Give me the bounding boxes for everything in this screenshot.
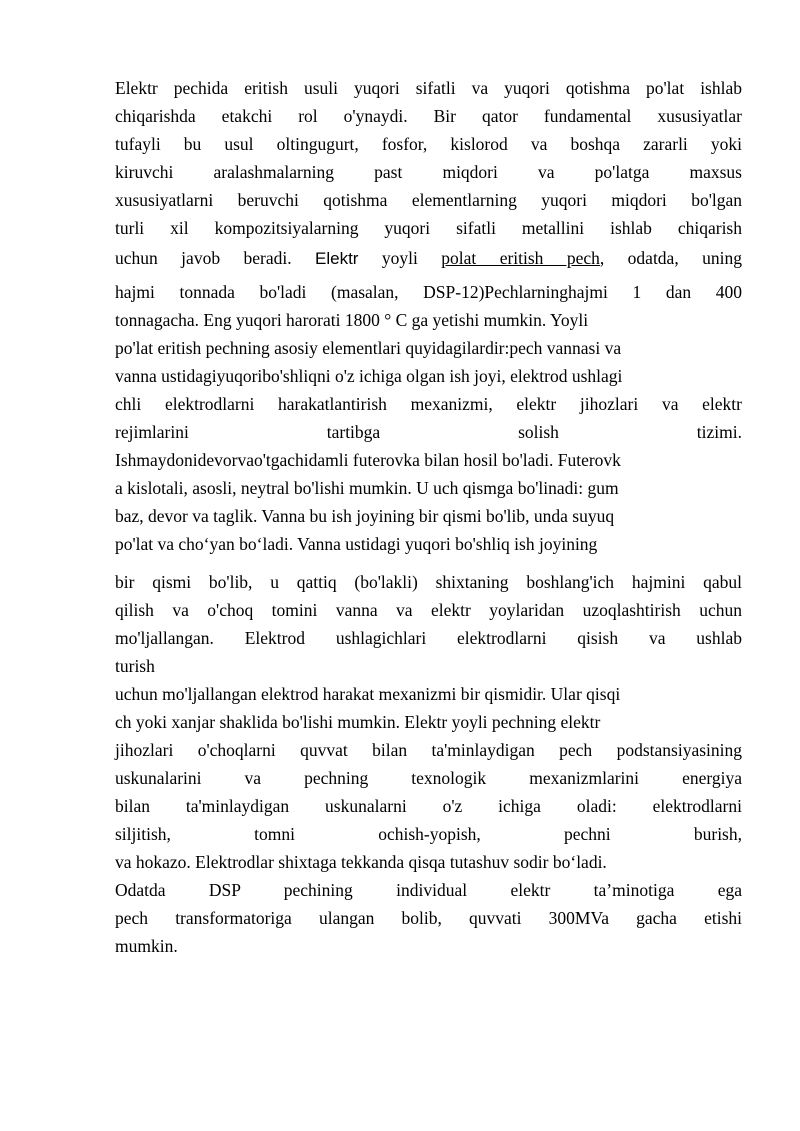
text-line-27: siljitish, tomni ochish-yopish, pechni burish, [115, 824, 742, 844]
text-line-16: baz, devor va taglik. Vanna bu ish joyining bir qismi bo'lib, unda suyuq [115, 506, 615, 526]
text-line-26: bilan ta'minlaydigan uskunalarni o'z ichiga oladi: elektrodlarni [115, 796, 742, 816]
text-line-20: mo'ljallangan. Elektrod ushlagichlari elektrodlarni qisish va ushlab [115, 628, 742, 648]
text-line-15: a kislotali, asosli, neytral bo'lishi mumkin. U uch qismga bo'linadi: gum [115, 478, 619, 498]
text-line-28: va hokazo. Elektrodlar shixtaga tekkanda qisqa tutashuv sodir bo‘ladi. [115, 852, 607, 872]
text-line-7 [115, 247, 742, 269]
text-line-7-start: uchun javob beradi. [115, 248, 315, 268]
text-line-7-end: , odatda, uning [599, 248, 742, 268]
text-line-30: pech transformatoriga ulangan bolib, quvvati 300MVa gacha etishi [115, 908, 742, 928]
text-line-31: mumkin. [115, 936, 178, 956]
text-line-21: turish [115, 656, 155, 676]
text-line-19: qilish va o'choq tomini vanna va elektr yoylaridan uzoqlashtirish uchun [115, 600, 742, 620]
text-line-11: vanna ustidagiyuqoribo'shliqni o'z ichiga olgan ish joyi, elektrod ushlagi [115, 366, 623, 386]
text-line-18: bir qismi bo'lib, u qattiq (bo'lakli) shixtaning boshlang'ich hajmini qabul [115, 572, 742, 592]
text-line-9: tonnagacha. Eng yuqori harorati 1800 ° C ga yetishi mumkin. Yoyli [115, 310, 589, 330]
text-line-24: jihozlari o'choqlarni quvvat bilan ta'minlaydigan pech podstansiyasining [115, 740, 742, 760]
text-line-1: Elektr pechida eritish usuli yuqori sifatli va yuqori qotishma po'lat ishlab [115, 78, 742, 98]
text-line-17: po'lat va cho‘yan bo‘ladi. Vanna ustidagi yuqori bo'shliq ish joyining [115, 534, 598, 554]
text-line-29: Odatda DSP pechining individual elektr ta’minotiga ega [115, 880, 742, 900]
text-line-25: uskunalarini va pechning texnologik mexanizmlarini energiya [115, 768, 742, 788]
text-line-4: kiruvchi aralashmalarning past miqdori va po'latga maxsus [115, 162, 742, 182]
text-line-10: po'lat eritish pechning asosiy elementlari quyidagilardir:pech vannasi va [115, 338, 622, 358]
text-line-7-middle: yoyli [358, 248, 442, 268]
text-line-22: uchun mo'ljallangan elektrod harakat mexanizmi bir qismidir. Ular qisqi [115, 684, 621, 704]
text-line-12: chli elektrodlarni harakatlantirish mexanizmi, elektr jihozlari va elektr [115, 394, 742, 414]
text-line-2: chiqarishda etakchi rol o'ynaydi. Bir qator fundamental xususiyatlar [115, 106, 742, 126]
text-line-3: tufayli bu usul oltingugurt, fosfor, kislorod va boshqa zararli yoki [115, 134, 742, 154]
text-line-6: turli xil kompozitsiyalarning yuqori sifatli metallini ishlab chiqarish [115, 218, 742, 238]
text-line-23: ch yoki xanjar shaklida bo'lishi mumkin. Elektr yoyli pechning elektr [115, 712, 601, 732]
text-line-14: Ishmaydonidevorvao'tgachidamli futerovka bilan hosil bo'ladi. Futerovk [115, 450, 621, 470]
text-line-13: rejimlarini tartibga solish tizimi. [115, 422, 742, 442]
sans-term: Elektr [315, 249, 359, 268]
text-line-8: hajmi tonnada bo'ladi (masalan, DSP-12)Pechlarninghajmi 1 dan 400 [115, 282, 742, 302]
text-line-5: xususiyatlarni beruvchi qotishma elementlarning yuqori miqdori bo'lgan [115, 190, 742, 210]
underlined-term-link[interactable]: polat eritish pech [441, 248, 600, 268]
